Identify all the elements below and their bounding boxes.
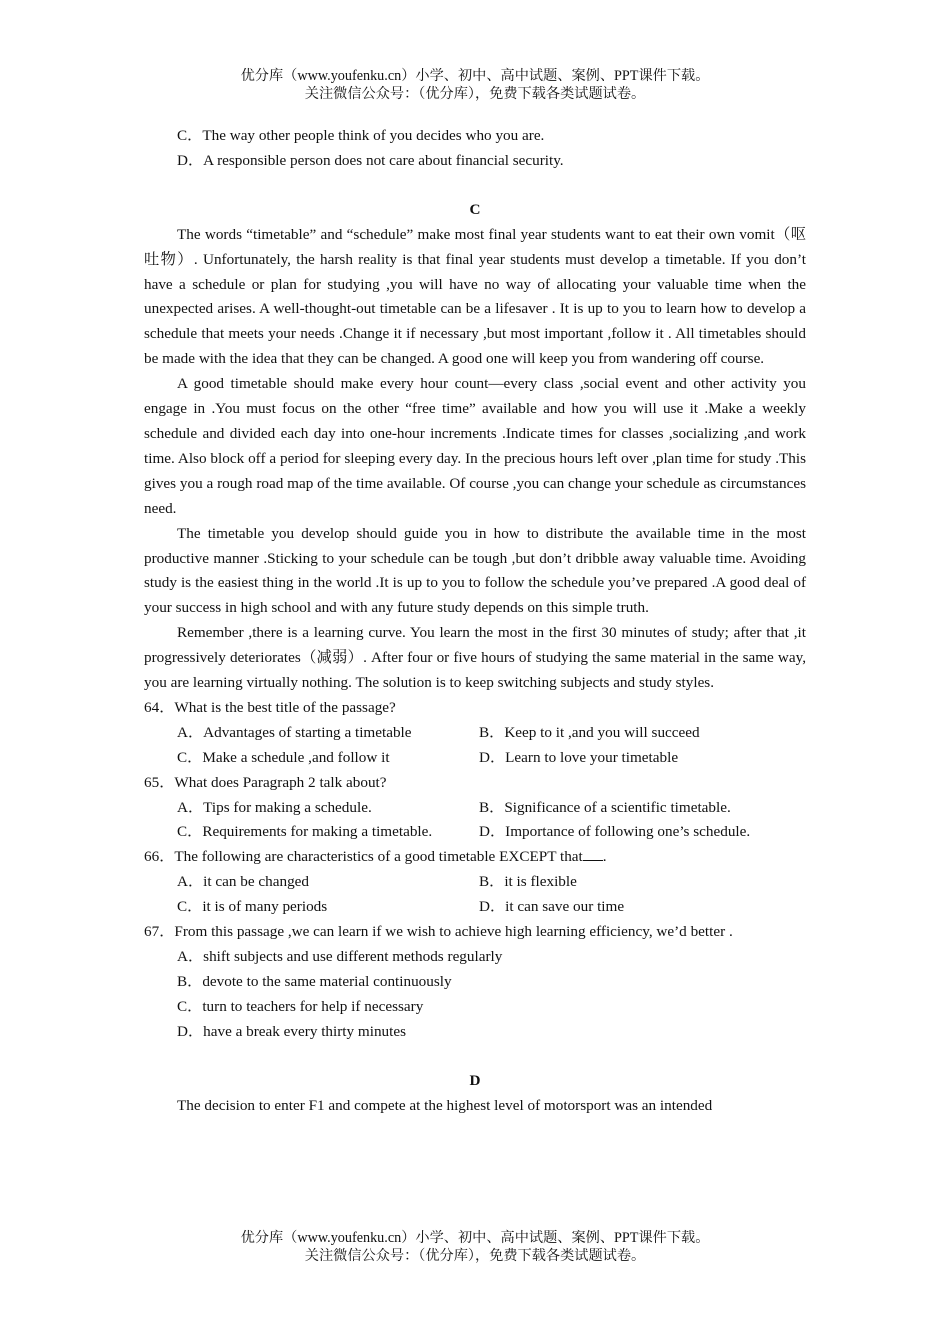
question-66-option-c: C．it is of many periods xyxy=(177,898,328,916)
question-64-stem: 64．What is the best title of the passage? xyxy=(144,698,396,716)
question-64-options-row-2 xyxy=(144,746,806,771)
question-65-option-d: D．Importance of following one’s schedule. xyxy=(479,823,751,841)
section-d-paragraph-1: The decision to enter F1 and compete at the highest level of motorsport was an intended xyxy=(177,1096,713,1114)
question-64-options-row-1 xyxy=(144,721,806,746)
section-c-paragraph-2: A good timetable should make every hour count—every class ,social event and other activity you engage in .You must focus on the other “free time” available and how you will use it .Make a weekly schedule and divided each day into one-hour increments .Indicate times for classes ,socializing ,and work time. Also block off a period for sleeping every day. In the precious hours left over ,plan time for study .This gives you a rough road map of the time available. Of course ,you can change your schedule as circumstances need. xyxy=(144,375,806,517)
question-65-options-row-1 xyxy=(144,796,806,821)
document-body xyxy=(144,124,806,1118)
question-66-stem-end: . xyxy=(602,848,607,866)
question-67-option-b: B．devote to the same material continuously xyxy=(177,972,452,990)
question-66-stem xyxy=(144,845,806,870)
question-64-option-b: B．Keep to it ,and you will succeed xyxy=(479,723,700,741)
question-65-option-b: B．Significance of a scientific timetable. xyxy=(479,798,731,816)
answer-blank xyxy=(583,846,603,861)
section-c-paragraph-1: The words “timetable” and “schedule” make most final year students want to eat their own vomit（呕吐物）. Unfortunately, the harsh reality is that final year students must develop a timetable. If you don’t have a schedule or plan for studying ,you will have no way of allocating your valuable time when the unexpected arises. A well-thought-out timetable can be a lifesaver . It is up to you to learn how to develop a schedule that meets your needs .Change it if necessary ,but most important ,follow it . All timetables should be made with the idea that they can be changed. A good one will keep you from wandering off course. xyxy=(144,225,806,368)
header-line-2: 关注微信公众号：（优分库），免费下载各类试题试卷。 xyxy=(304,86,646,102)
question-67-option-a: A．shift subjects and use different methods regularly xyxy=(177,948,503,965)
section-c-title: C xyxy=(469,200,481,218)
question-67-stem: 67．From this passage ,we can learn if we wish to achieve high learning efficiency, we’d better . xyxy=(144,923,733,941)
section-d-title: D xyxy=(469,1071,481,1089)
page-footer xyxy=(0,1229,950,1265)
section-c-paragraph-3: The timetable you develop should guide you in how to distribute the available time in the most productive manner .Sticking to your schedule can be tough ,but don’t dribble away valuable time. Avoiding study is the easiest thing in the world .It is up to you to follow the schedule you’ve prepared .A good deal of your success in high school and with any future study depends on this simple truth. xyxy=(144,524,806,617)
footer-line-2: 关注微信公众号：（优分库），免费下载各类试题试卷。 xyxy=(304,1248,646,1264)
prev-option-d: D．A responsible person does not care about financial security. xyxy=(177,151,564,169)
question-65-stem: 65．What does Paragraph 2 talk about? xyxy=(144,773,387,791)
question-66-options-row-1 xyxy=(144,870,806,895)
section-c-paragraph-4: Remember ,there is a learning curve. You learn the most in the first 30 minutes of study; after that ,it progressively deteriorates（减弱）. After four or five hours of studying the same material in the same way, you are learning virtually nothing. The solution is to keep switching subjects and study styles. xyxy=(144,624,806,692)
question-65-option-c: C．Requirements for making a timetable. xyxy=(177,823,433,841)
question-64-option-a: A．Advantages of starting a timetable xyxy=(177,723,412,741)
question-64-option-c: C．Make a schedule ,and follow it xyxy=(177,748,390,766)
question-66-options-row-2 xyxy=(144,895,806,920)
question-66-option-a: A．it can be changed xyxy=(177,873,309,891)
question-66-option-d: D．it can save our time xyxy=(479,898,625,916)
question-66-stem-text: 66．The following are characteristics of a good timetable EXCEPT that xyxy=(144,848,583,866)
question-65-option-a: A．Tips for making a schedule. xyxy=(177,798,372,816)
question-67-option-d: D．have a break every thirty minutes xyxy=(177,1022,406,1040)
page-header xyxy=(0,67,950,103)
question-64-option-d: D．Learn to love your timetable xyxy=(479,748,679,766)
question-66-option-b: B．it is flexible xyxy=(479,873,577,891)
question-65-options-row-2 xyxy=(144,820,806,845)
footer-line-1: 优分库（www.youfenku.cn）小学、初中、高中试题、案例、PPT课件下载。 xyxy=(240,1230,710,1246)
header-line-1: 优分库（www.youfenku.cn）小学、初中、高中试题、案例、PPT课件下载。 xyxy=(240,68,710,84)
prev-option-c: C．The way other people think of you decides who you are. xyxy=(177,127,545,144)
question-67-option-c: C．turn to teachers for help if necessary xyxy=(177,997,424,1015)
